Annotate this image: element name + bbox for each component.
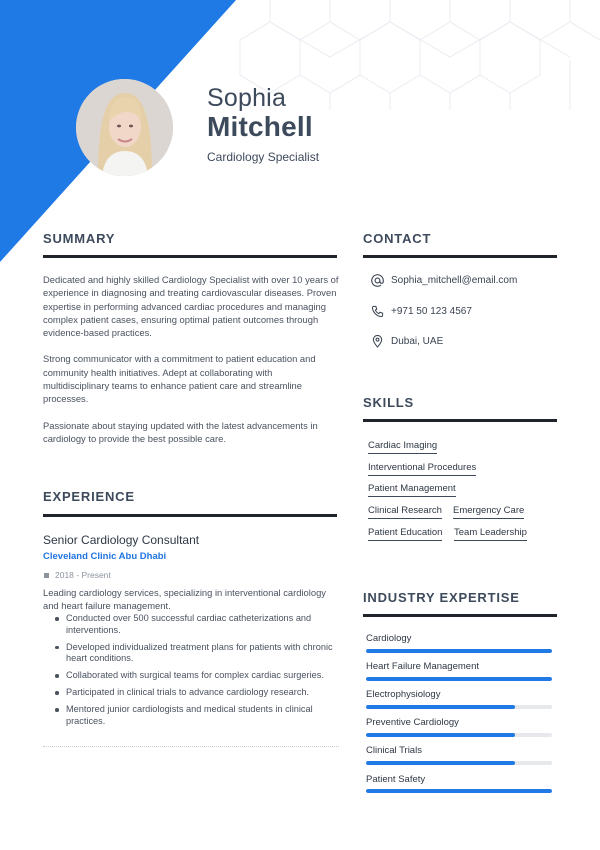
expertise-bar-fill bbox=[366, 677, 552, 681]
skill-tag: Cardiac Imaging bbox=[368, 440, 437, 454]
skill-tag: Interventional Procedures bbox=[368, 462, 476, 476]
expertise-label: Heart Failure Management bbox=[366, 661, 479, 672]
contact-email[interactable] bbox=[370, 273, 517, 287]
expertise-bar bbox=[366, 789, 552, 793]
bullet-text: Conducted over 500 successful cardiac catheterizations and interventions. bbox=[66, 613, 312, 635]
bullet-icon bbox=[55, 708, 59, 712]
contact-phone[interactable] bbox=[370, 304, 472, 318]
job-dates bbox=[43, 570, 111, 580]
job-bullets bbox=[55, 613, 340, 733]
email-text: Sophia_mitchell@email.com bbox=[391, 274, 518, 286]
summary-text bbox=[43, 273, 339, 458]
bullet-text: Mentored junior cardiologists and medical students in clinical practices. bbox=[66, 704, 313, 726]
list-item bbox=[55, 642, 340, 665]
first-name: Sophia bbox=[207, 84, 287, 112]
contact-location bbox=[370, 334, 443, 348]
experience-heading: EXPERIENCE bbox=[43, 489, 135, 504]
expertise-rule bbox=[363, 614, 557, 617]
expertise-heading: INDUSTRY EXPERTISE bbox=[363, 590, 520, 605]
skills-rule bbox=[363, 419, 557, 422]
summary-paragraph: Strong communicator with a commitment to patient education and community health initiatives. Adept at collaborating with multidisciplinary teams to enhance patient care and streamline processes. bbox=[43, 353, 316, 405]
list-item bbox=[55, 613, 340, 636]
summary-paragraph: Dedicated and highly skilled Cardiology Specialist with over 10 years of experience in diagnosing and treating cardiovascular diseases. Proven expertise in performing advanced cardiac procedures and managing complex patient cases, ensuring optimal patient outcomes through evidence-based practices. bbox=[43, 274, 339, 339]
profile-photo bbox=[76, 79, 173, 176]
list-item bbox=[55, 670, 340, 682]
contact-heading: CONTACT bbox=[363, 231, 432, 246]
expertise-bar bbox=[366, 733, 552, 737]
expertise-bar bbox=[366, 649, 552, 653]
contact-rule bbox=[363, 255, 557, 258]
expertise-bar bbox=[366, 761, 552, 765]
section-divider bbox=[43, 746, 339, 747]
expertise-label: Cardiology bbox=[366, 633, 412, 644]
last-name: Mitchell bbox=[207, 111, 313, 142]
phone-icon bbox=[370, 304, 384, 318]
bullet-icon bbox=[55, 617, 59, 621]
skill-tag: Clinical Research bbox=[368, 505, 442, 519]
job-description: Leading cardiology services, specializing in interventional cardiology and heart failure management. bbox=[43, 587, 326, 611]
job-company: Cleveland Clinic Abu Dhabi bbox=[43, 551, 167, 562]
job-dates-text: 2018 - Present bbox=[55, 570, 111, 580]
expertise-bar-fill bbox=[366, 789, 552, 793]
skill-tag: Team Leadership bbox=[454, 527, 527, 541]
expertise-bar-fill bbox=[366, 705, 515, 709]
expertise-label: Patient Safety bbox=[366, 774, 426, 785]
skill-tag: Patient Education bbox=[368, 527, 442, 541]
expertise-bar-fill bbox=[366, 761, 515, 765]
bullet-text: Collaborated with surgical teams for complex cardiac surgeries. bbox=[66, 670, 324, 680]
skills-heading: SKILLS bbox=[363, 395, 415, 410]
job-title: Cardiology Specialist bbox=[207, 150, 320, 164]
summary-rule bbox=[43, 255, 337, 258]
summary-heading: SUMMARY bbox=[43, 231, 116, 246]
expertise-label: Electrophysiology bbox=[366, 689, 441, 700]
phone-text: +971 50 123 4567 bbox=[391, 305, 472, 317]
experience-rule bbox=[43, 514, 337, 517]
calendar-icon bbox=[44, 573, 49, 578]
bullet-icon bbox=[55, 646, 59, 650]
expertise-label: Preventive Cardiology bbox=[366, 717, 459, 728]
expertise-bar-fill bbox=[366, 733, 515, 737]
expertise-bar bbox=[366, 705, 552, 709]
list-item bbox=[55, 704, 340, 727]
bullet-icon bbox=[55, 674, 59, 678]
expertise-label: Clinical Trials bbox=[366, 745, 422, 756]
job-role: Senior Cardiology Consultant bbox=[43, 533, 200, 547]
summary-paragraph: Passionate about staying updated with the latest advancements in cardiology to provide the best possible care. bbox=[43, 419, 318, 444]
at-sign-icon bbox=[370, 273, 384, 287]
location-pin-icon bbox=[370, 334, 384, 348]
skill-tag: Patient Management bbox=[368, 483, 456, 497]
bullet-icon bbox=[55, 691, 59, 695]
location-text: Dubai, UAE bbox=[391, 335, 444, 347]
skill-tag: Emergency Care bbox=[453, 505, 524, 519]
expertise-bar-fill bbox=[366, 649, 552, 653]
list-item bbox=[55, 687, 340, 699]
expertise-bar bbox=[366, 677, 552, 681]
bullet-text: Participated in clinical trials to advance cardiology research. bbox=[66, 687, 310, 697]
bullet-text: Developed individualized treatment plans for patients with chronic heart conditions. bbox=[66, 641, 333, 663]
